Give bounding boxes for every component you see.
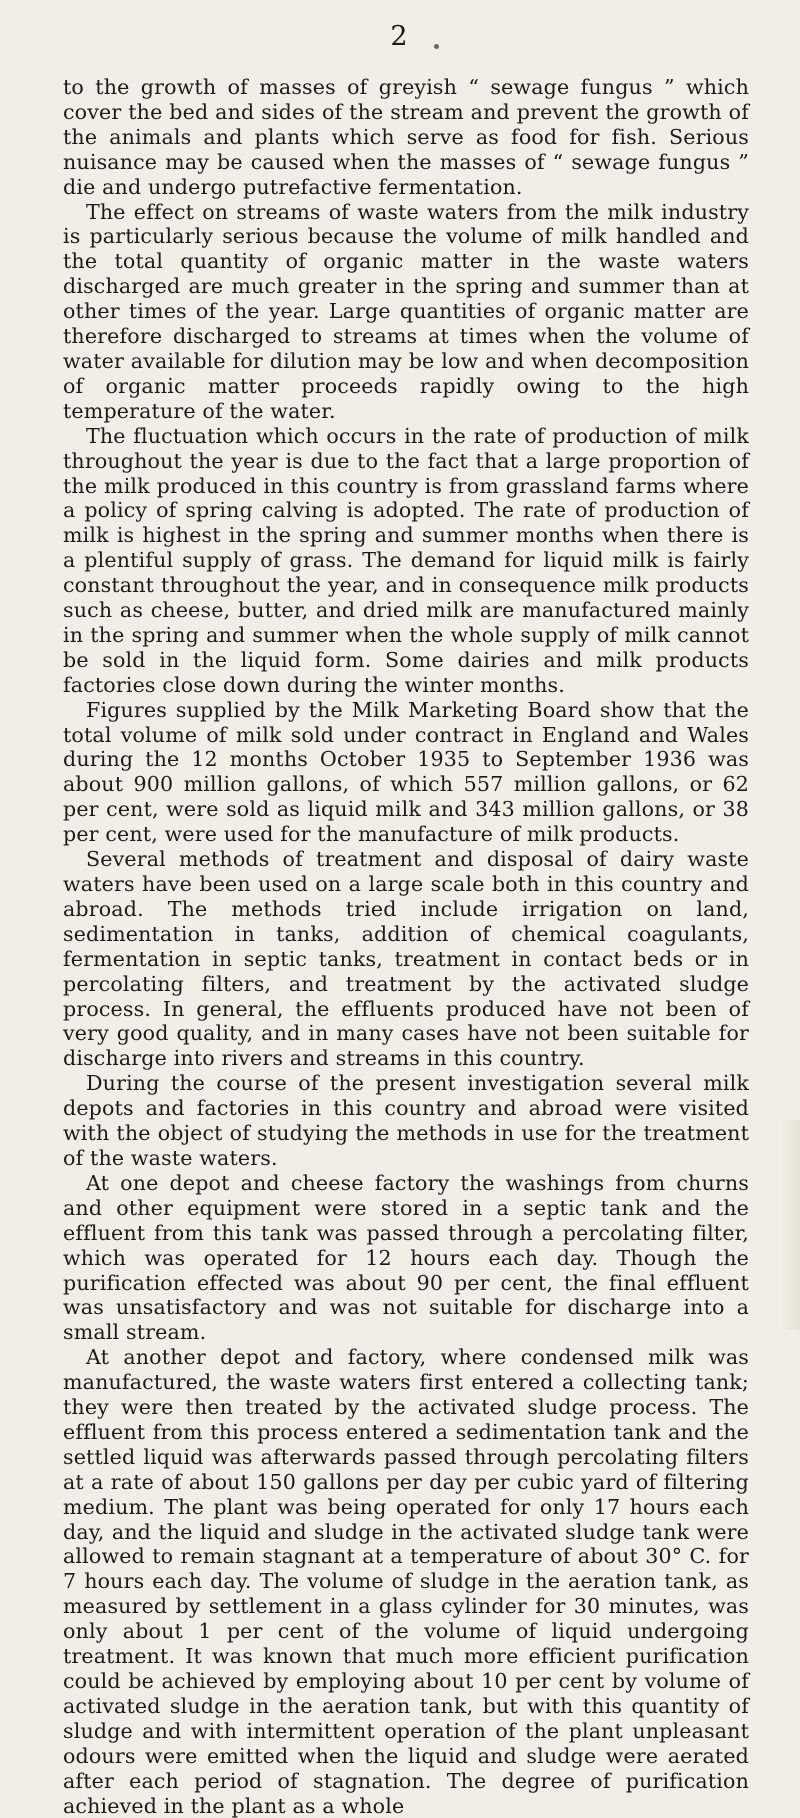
paragraph-8: At another depot and factory, where condensed milk was manufactured, the waste waters first entered a collecting tank; they were then treated by the activated sludge process. The effluent from this process entered a sedimentation tank and the settled liquid was afterwards passed through percolating filters at a rate of about 150 gallons per day per cubic yard of filtering medium. The plant was being operated for only 17 hours each day, and the liquid and sludge in the activated sludge tank were allowed to remain stagnant at a temperature of about 30° C. for 7 hours each day. The volume of sludge in the aeration tank, as measured by settlement in a glass cylinder for 30 minutes, was only about 1 per cent of the volume of liquid undergoing treatment. It was known that much more efficient purification could be achieved by employing about 10 per cent by volume of activated sludge in the aeration tank, but with this quantity of sludge and with intermittent operation of the plant unpleasant odours were emitted when the liquid and sludge were aerated after each period of stagnation. The degree of purification achieved in the plant as a whole (63, 1345, 749, 1818)
paragraph-4: Figures supplied by the Milk Marketing Board show that the total volume of milk sold under contract in England and Wales during the 12 months October 1935 to September 1936 was about 900 million gallons, of which 557 million gallons, or 62 per cent, were sold as liquid milk and 343 million gallons, or 38 per cent, were used for the manufacture of milk products. (63, 697, 749, 847)
page-edge-shadow (782, 1120, 800, 1330)
page-number: 2 (390, 21, 408, 52)
paragraph-7: At one depot and cheese factory the washings from churns and other equipment were stored in a septic tank and the effluent from this tank was passed through a percolating filter, which was operated for 12 hours each day. Though the purification effected was about 90 per cent, the final effluent was unsatisfactory and was not suitable for discharge into a small stream. (63, 1170, 749, 1345)
scan-speck (434, 44, 439, 49)
body-text (63, 75, 749, 1818)
paragraph-3: The fluctuation which occurs in the rate of production of milk throughout the year is due to the fact that a large proportion of the milk produced in this country is from grassland farms where a policy of spring calving is adopted. The rate of production of milk is highest in the spring and summer months when there is a plentiful supply of grass. The demand for liquid milk is fairly constant throughout the year, and in consequence milk products such as cheese, butter, and dried milk are manufactured mainly in the spring and summer when the whole supply of milk cannot be sold in the liquid form. Some dairies and milk products factories close down during the winter months. (63, 423, 749, 697)
paragraph-6: During the course of the present investigation several milk depots and factories in this country and abroad were visited with the object of studying the methods in use for the treatment of the waste waters. (63, 1071, 749, 1170)
paragraph-5: Several methods of treatment and disposal of dairy waste waters have been used on a large scale both in this country and abroad. The methods tried include irrigation on land, sedimentation in tanks, addition of chemical coagulants, fermentation in septic tanks, treatment in contact beds or in percolating filters, and treatment by the activated sludge process. In general, the effluents produced have not been of very good quality, and in many cases have not been suitable for discharge into rivers and streams in this country. (63, 847, 749, 1071)
paragraph-2: The effect on streams of waste waters from the milk industry is particularly serious because the volume of milk handled and the total quantity of organic matter in the waste waters discharged are much greater in the spring and summer than at other times of the year. Large quantities of organic matter are therefore discharged to streams at times when the volume of water available for dilution may be low and when decomposition of organic matter proceeds rapidly owing to the high temperature of the water. (63, 199, 749, 423)
paragraph-1: to the growth of masses of greyish “ sewage fungus ” which cover the bed and sides of the stream and prevent the growth of the animals and plants which serve as food for fish. Serious nuisance may be caused when the masses of “ sewage fungus ” die and undergo putrefactive fermentation. (63, 75, 749, 199)
